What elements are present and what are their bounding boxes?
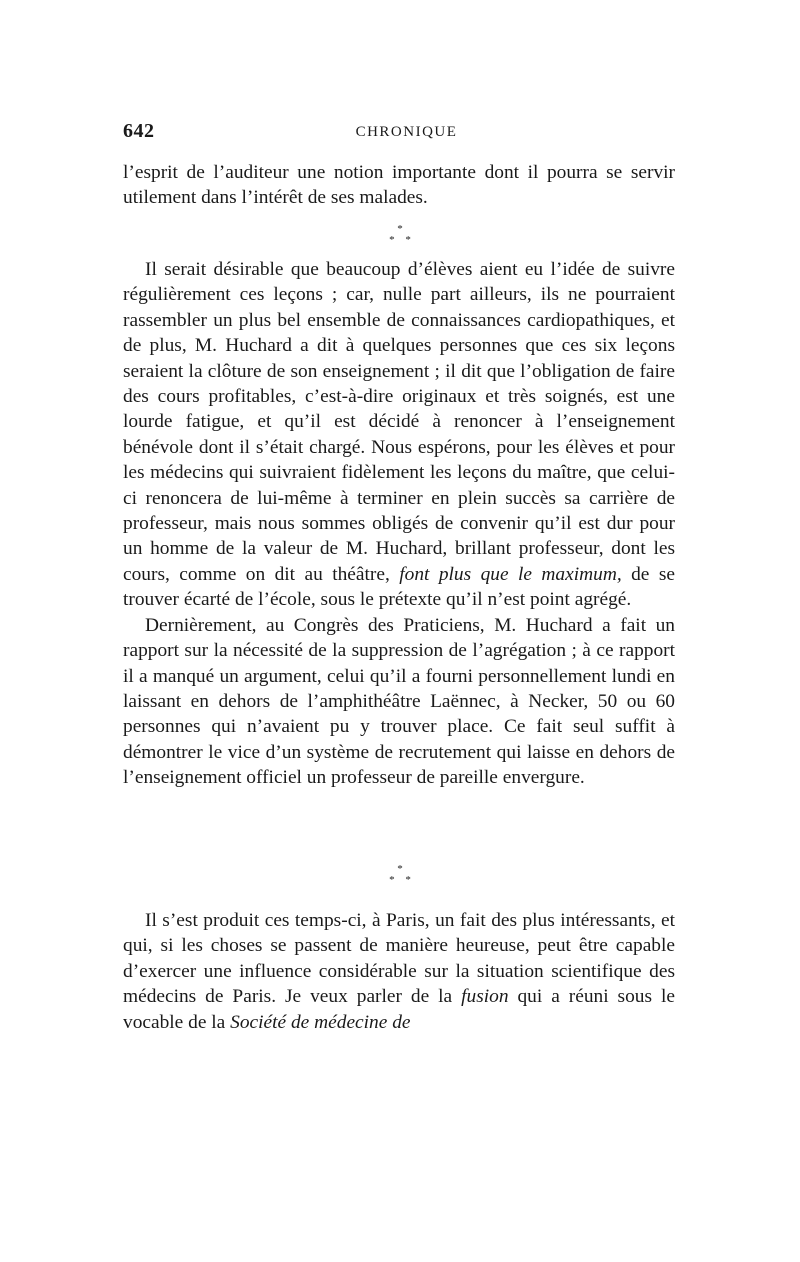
asterism-separator xyxy=(378,224,422,254)
asterism-top: * xyxy=(397,863,403,875)
page-header xyxy=(123,120,678,146)
paragraph-text: Il serait désirable que beaucoup d’élèves aient eu l’idée de suivre régulièrement ces leçons ; car, nulle part ailleurs, ils ne pourraient rassembler un plus bel ensemble de connaissances cardiopathiques, et de plus, M. Huchard a dit à quelques personnes que ces six leçons seraient la clôture de son enseignement ; il dit que l’obligation de faire des cours profitables, c’est-à-dire originaux et très soignés, est une lourde fatigue, et qu’il est décidé à renoncer à l’enseignement bénévole dont il s’était chargé. Nous espérons, pour les élèves et pour les médecins qui suivraient fidèlement les leçons du maître, que celui-ci renoncera de lui-même à terminer en plein succès sa carrière de professeur, mais nous sommes obligés de convenir qu’il est dur pour un homme de la valeur de M. Huchard, brillant professeur, dont les cours, comme on dit au théâtre, xyxy=(123,259,675,585)
italic-word-fusion: fusion xyxy=(461,986,509,1008)
asterism-bottom: * * xyxy=(389,234,415,246)
text-block-continuation xyxy=(123,160,675,211)
italic-phrase: font plus que le maximum, xyxy=(399,563,622,585)
paragraph-huchard-lessons xyxy=(123,257,675,613)
paragraph-text: Il s’est produit ces temps-ci, à Paris, un fait des plus intéressants, et qui, si les choses se passent de manière heureuse, peut être capable d’exercer une influence considérable sur la situation scientifique des médecins de Paris. Je veux parler de la xyxy=(123,910,675,1008)
paragraph-continuation: l’esprit de l’auditeur une notion importante dont il pourra se servir utilement dans l’intérêt de ses malades. xyxy=(123,162,675,209)
paragraph-congress: Dernièrement, au Congrès des Praticiens, M. Huchard a fait un rapport sur la nécessité de la suppression de l’agrégation ; à ce rapport il a manqué un argument, celui qu’il a fourni personnellement lundi en laissant en dehors de l’amphithéâtre Laënnec, à Necker, 50 ou 60 personnes qui n’avaient pu y trouver place. Ce fait seul suffit à démontrer le vice d’un système de recrutement qui laisse en dehors de l’enseignement officiel un professeur de pareille envergure. xyxy=(123,614,675,789)
paragraph-text-mid: qui a réuni sous le vocable de la xyxy=(123,986,675,1033)
text-block-huchard xyxy=(123,257,675,791)
asterism-bottom: * * xyxy=(389,874,415,886)
paragraph-text-end: de se trouver écarté de l’école, sous le prétexte qu’il n’est point agrégé. xyxy=(123,563,675,611)
text-block-fusion xyxy=(123,908,675,1035)
italic-society-name: Société de médecine de xyxy=(230,1011,411,1033)
running-title: CHRONIQUE xyxy=(355,124,458,140)
asterism-top: * xyxy=(397,223,403,235)
page-number: 642 xyxy=(123,120,155,142)
asterism-separator xyxy=(378,864,422,894)
paragraph-fusion xyxy=(123,908,675,1035)
